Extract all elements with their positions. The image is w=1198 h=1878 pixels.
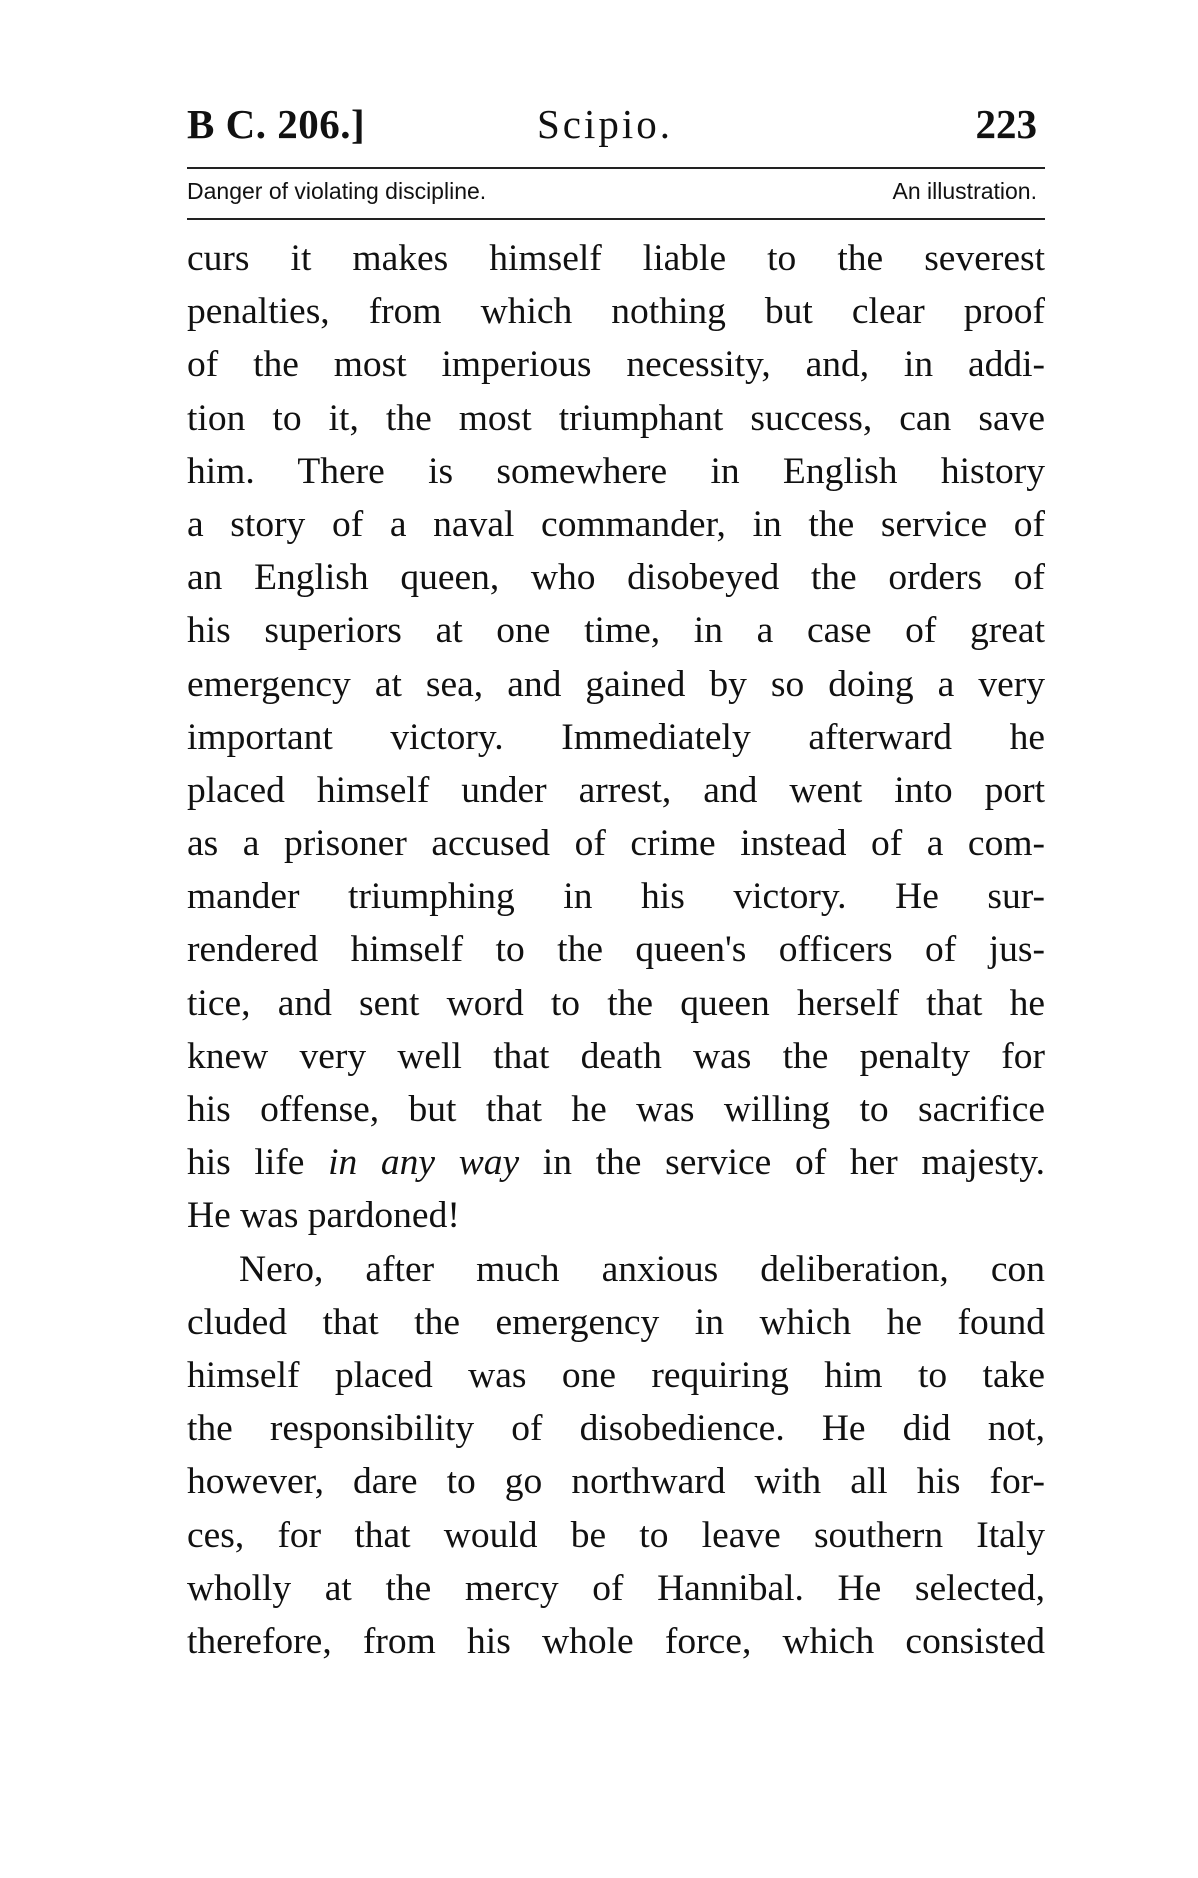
text-line: emergency at sea, and gained by so doing a very xyxy=(187,663,1045,705)
text-line: himself placed was one requiring him to take xyxy=(187,1354,1045,1396)
text-line: a story of a naval commander, in the service of xyxy=(187,503,1045,545)
body-text xyxy=(187,232,1045,1668)
header-rule-top xyxy=(187,167,1045,169)
text-line: him. There is somewhere in English history xyxy=(187,450,1045,492)
text-line: therefore, from his whole force, which consisted xyxy=(187,1620,1045,1662)
text-line: the responsibility of disobedience. He did not, xyxy=(187,1408,1045,1450)
text-line: an English queen, who disobeyed the orders of xyxy=(187,557,1045,599)
text-line: as a prisoner accused of crime instead of a com- xyxy=(187,823,1045,865)
subheader xyxy=(187,178,1045,214)
header-rule-bottom xyxy=(187,218,1045,220)
text-line: wholly at the mercy of Hannibal. He selected, xyxy=(187,1567,1045,1609)
text-line: penalties, from which nothing but clear proof xyxy=(187,291,1045,333)
italic-phrase: in any way xyxy=(328,1142,520,1184)
text-line: knew very well that death was the penalty for xyxy=(187,1035,1045,1077)
subheader-left-topic: Danger of violating discipline. xyxy=(187,178,487,204)
text-line: cluded that the emergency in which he found xyxy=(187,1301,1045,1343)
text-line: tice, and sent word to the queen herself that he xyxy=(187,982,1045,1024)
header-title: Scipio. xyxy=(537,101,674,147)
text-line: curs it makes himself liable to the severest xyxy=(187,238,1045,279)
running-head xyxy=(187,100,1045,160)
text-line: mander triumphing in his victory. He sur- xyxy=(187,876,1045,918)
text-line: his offense, but that he was willing to sacrifice xyxy=(187,1089,1045,1130)
text-line-with-italic xyxy=(187,1136,1045,1189)
text-line: of the most imperious necessity, and, in addi- xyxy=(187,344,1045,386)
text-line: tion to it, the most triumphant success, can save xyxy=(187,397,1045,439)
text-segment: in the service of her majesty. xyxy=(519,1142,1045,1184)
subheader-right-topic: An illustration. xyxy=(892,178,1037,204)
text-line: placed himself under arrest, and went into port xyxy=(187,769,1045,811)
paragraph-first-line: Nero, after much anxious deliberation, con xyxy=(239,1248,1045,1290)
text-line: important victory. Immediately afterward he xyxy=(187,716,1045,758)
header-date: B C. 206.] xyxy=(187,101,366,147)
text-line: his superiors at one time, in a case of great xyxy=(187,610,1045,652)
page-number: 223 xyxy=(975,101,1037,147)
text-line: ces, for that would be to leave southern Italy xyxy=(187,1514,1045,1556)
text-line: rendered himself to the queen's officers of jus- xyxy=(187,929,1045,971)
text-segment: his life xyxy=(187,1142,329,1184)
text-line: however, dare to go northward with all his for- xyxy=(187,1461,1045,1503)
paragraph-end-line: He was pardoned! xyxy=(187,1195,460,1237)
